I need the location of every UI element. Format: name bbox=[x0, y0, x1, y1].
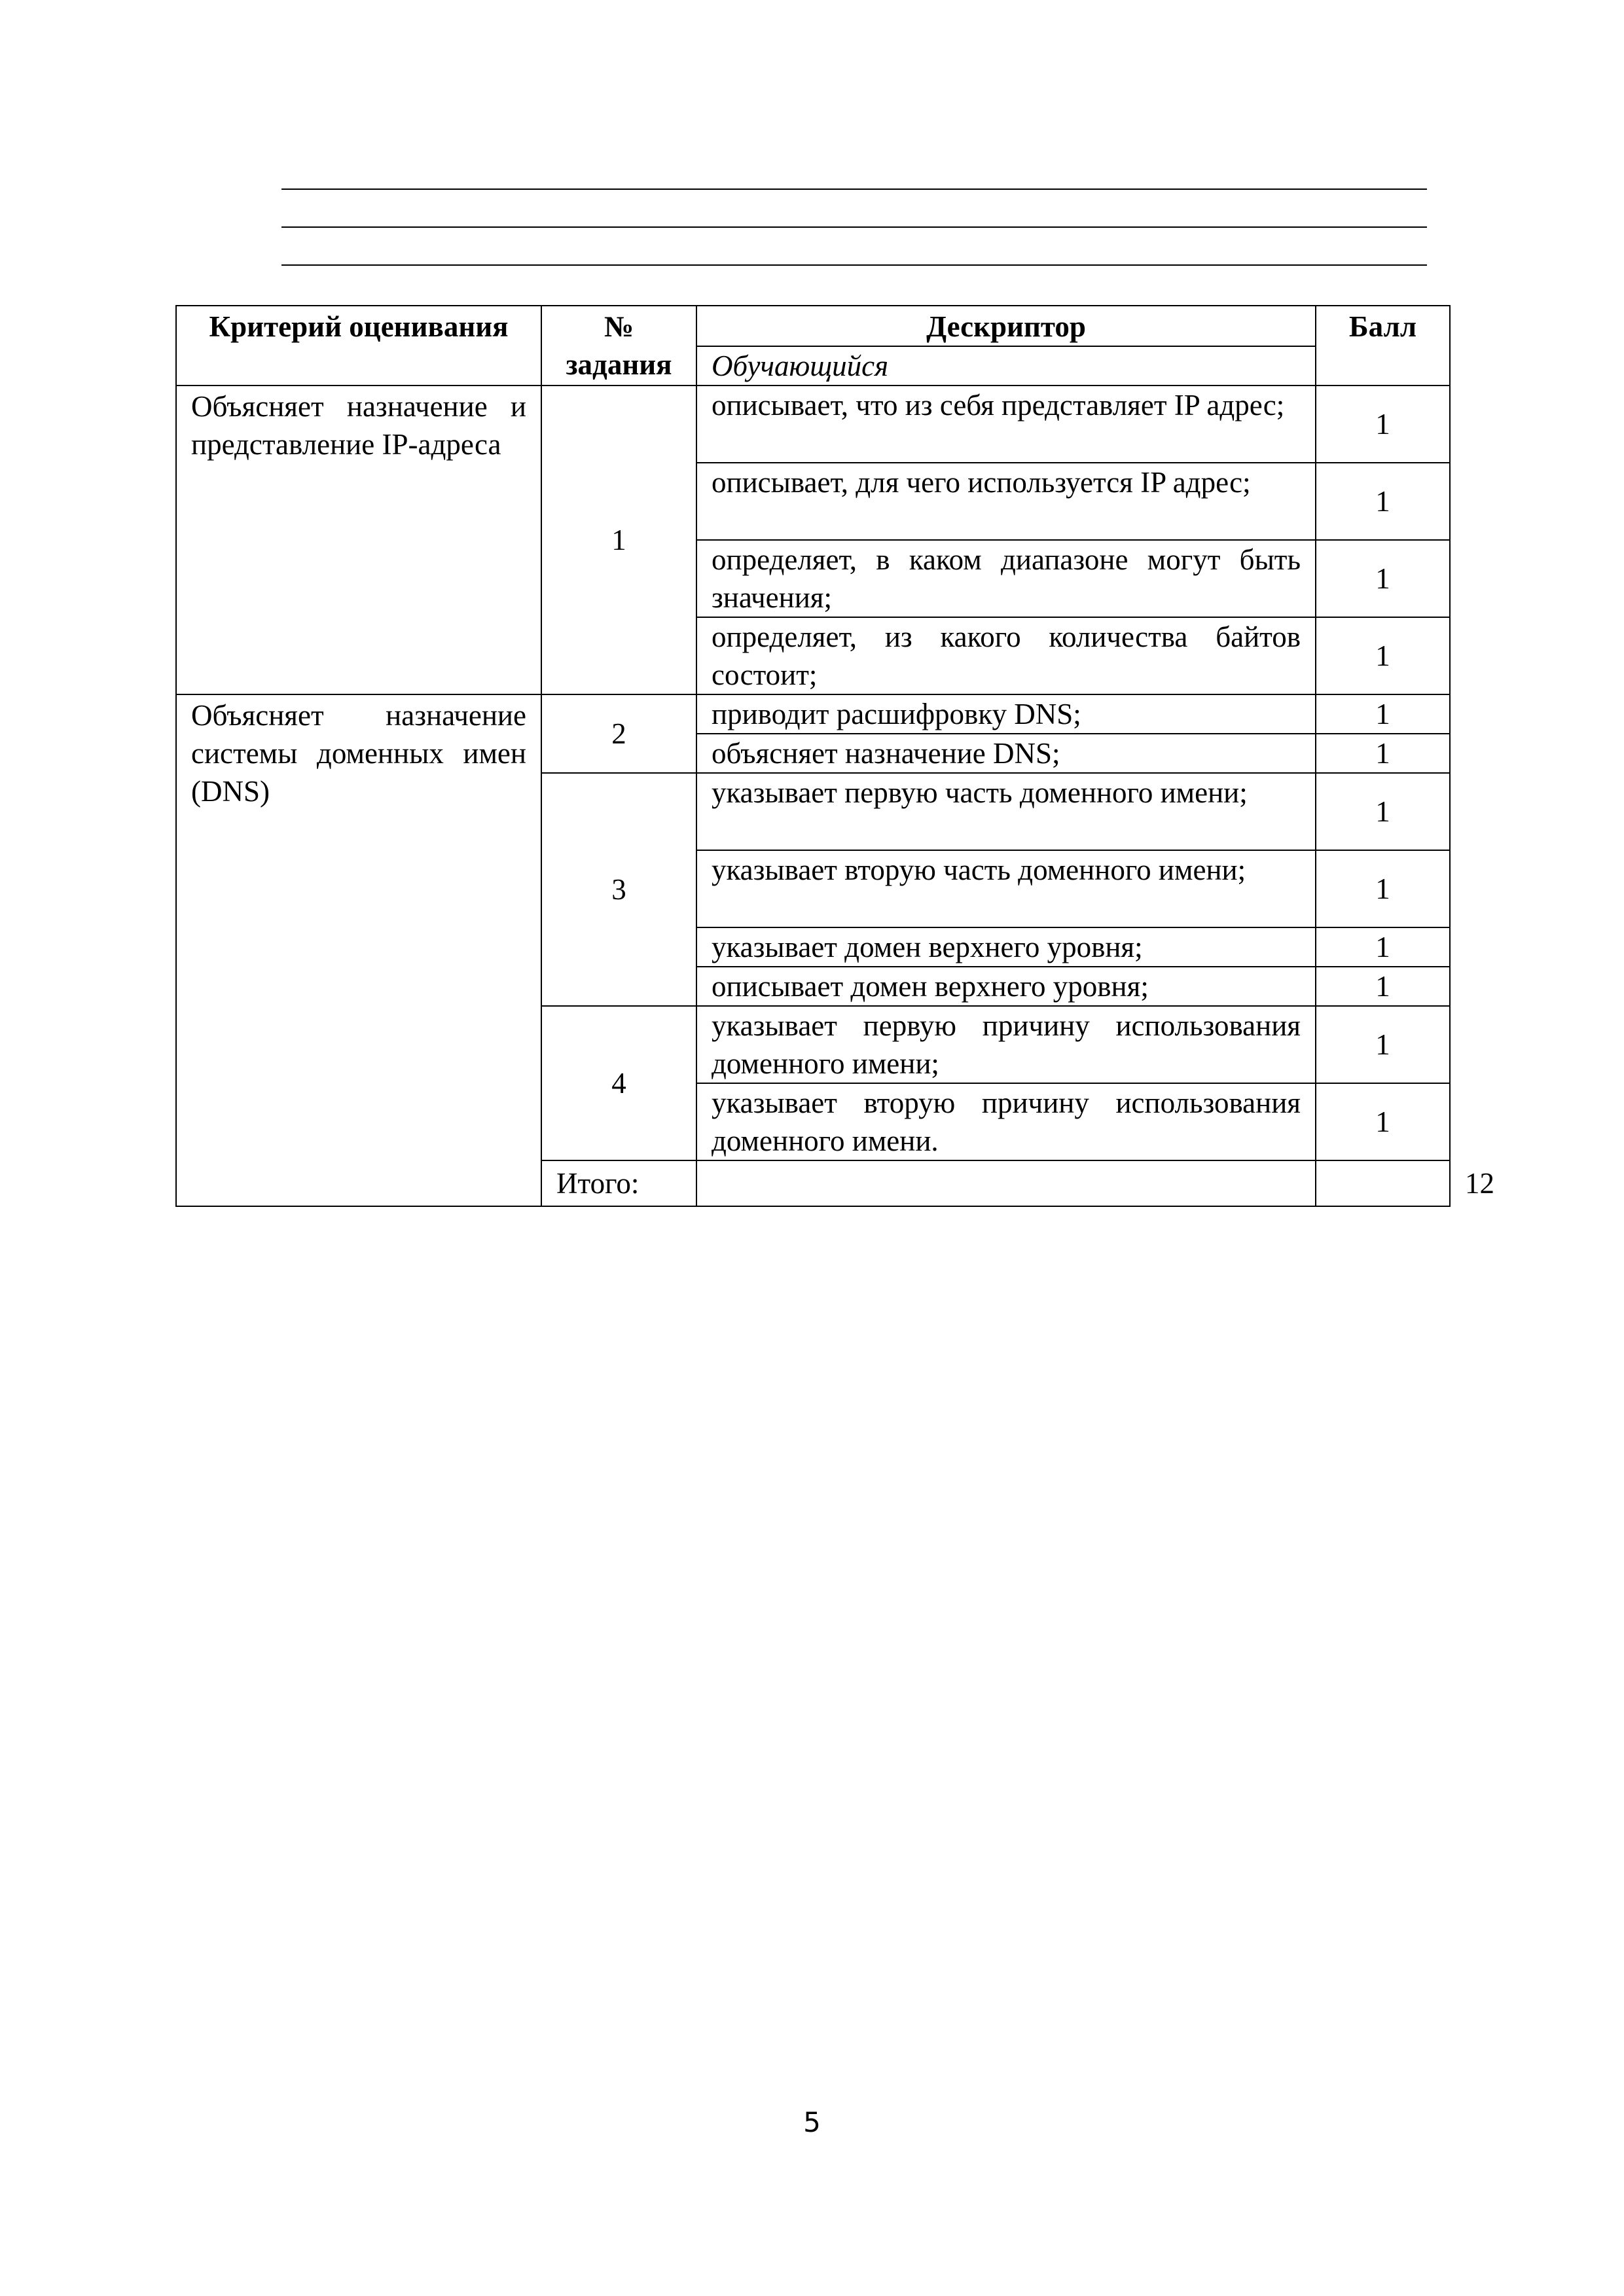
descriptor-cell: описывает, для чего используется IP адрес; bbox=[696, 463, 1316, 540]
table-row bbox=[176, 694, 1450, 734]
table-row bbox=[176, 386, 1450, 463]
task-number-cell: 2 bbox=[541, 694, 696, 773]
score-cell: 1 bbox=[1316, 386, 1450, 463]
descriptor-cell: определяет, в каком диапазоне могут быть значения; bbox=[696, 540, 1316, 617]
total-empty-cell bbox=[1316, 1160, 1450, 1206]
descriptor-cell: указывает вторую часть доменного имени; bbox=[696, 850, 1316, 927]
descriptor-cell: указывает вторую причину использования доменного имени. bbox=[696, 1083, 1316, 1160]
score-cell: 1 bbox=[1316, 773, 1450, 850]
score-cell: 1 bbox=[1316, 617, 1450, 694]
descriptor-cell: указывает домен верхнего уровня; bbox=[696, 927, 1316, 967]
descriptor-cell: указывает первую часть доменного имени; bbox=[696, 773, 1316, 850]
assessment-rubric-table bbox=[175, 305, 1494, 1207]
task-number-cell: 4 bbox=[541, 1006, 696, 1160]
descriptor-cell: приводит расшифровку DNS; bbox=[696, 694, 1316, 734]
total-empty-cell bbox=[696, 1160, 1316, 1206]
score-cell: 1 bbox=[1316, 463, 1450, 540]
descriptor-cell: определяет, из какого количества байтов состоит; bbox=[696, 617, 1316, 694]
total-label: Итого: bbox=[541, 1160, 696, 1206]
task-number-cell: 1 bbox=[541, 386, 696, 694]
page-number: 5 bbox=[803, 2106, 821, 2138]
score-cell: 1 bbox=[1316, 734, 1450, 773]
descriptor-cell: описывает, что из себя представляет IP адрес; bbox=[696, 386, 1316, 463]
total-row: Итого: 12 bbox=[176, 1160, 1450, 1206]
header-task-number: № задания bbox=[541, 306, 696, 386]
score-cell: 1 bbox=[1316, 850, 1450, 927]
criterion-cell: Объясняет назначение системы доменных имен (DNS) bbox=[176, 694, 541, 1206]
answer-line-2 bbox=[281, 226, 1427, 228]
table-header-row bbox=[176, 306, 1450, 346]
score-cell: 1 bbox=[1316, 967, 1450, 1006]
score-cell: 1 bbox=[1316, 927, 1450, 967]
descriptor-cell: объясняет назначение DNS; bbox=[696, 734, 1316, 773]
score-cell: 1 bbox=[1316, 1006, 1450, 1083]
score-cell: 1 bbox=[1316, 694, 1450, 734]
descriptor-cell: описывает домен верхнего уровня; bbox=[696, 967, 1316, 1006]
header-descriptor-subtitle: Обучающийся bbox=[696, 346, 1316, 386]
header-score: Балл bbox=[1316, 306, 1450, 386]
answer-line-1 bbox=[281, 188, 1427, 190]
answer-line-3 bbox=[281, 264, 1427, 266]
header-criterion: Критерий оценивания bbox=[176, 306, 541, 386]
descriptor-cell: указывает первую причину использования доменного имени; bbox=[696, 1006, 1316, 1083]
score-cell: 1 bbox=[1316, 540, 1450, 617]
task-number-cell: 3 bbox=[541, 773, 696, 1006]
score-cell: 1 bbox=[1316, 1083, 1450, 1160]
header-descriptor: Дескриптор bbox=[696, 306, 1316, 346]
criterion-cell: Объясняет назначение и представление IP-адреса bbox=[176, 386, 541, 694]
